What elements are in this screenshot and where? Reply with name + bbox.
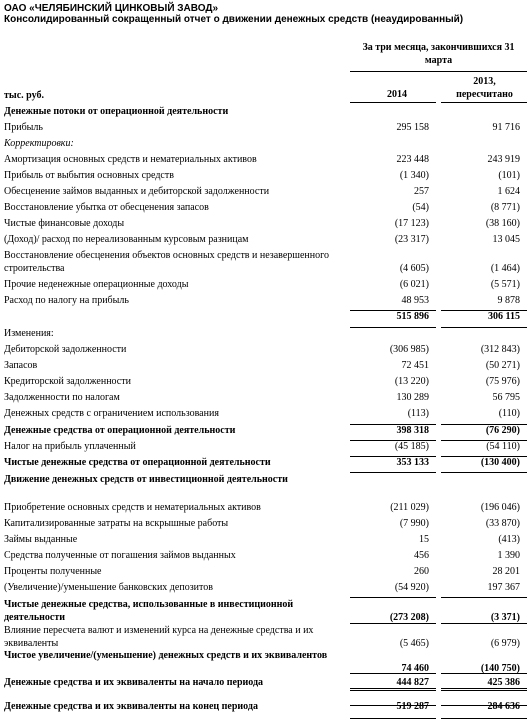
row-label: Расход по налогу на прибыль (4, 295, 129, 306)
row-label: Амортизация основных средств и нематериальных активов (4, 154, 257, 165)
value-2014: (306 985) (389, 344, 429, 355)
rule-line (441, 690, 527, 691)
table-row (0, 359, 527, 371)
rule-line (350, 440, 436, 441)
rule-line (350, 623, 436, 624)
value-2013: (110) (498, 408, 520, 419)
table-row (0, 501, 527, 513)
table-row (0, 440, 527, 452)
rule-line (350, 456, 436, 457)
row-label: Денежные средства и их эквиваленты на конец периода (4, 701, 258, 712)
rule-line (350, 688, 436, 689)
row-label: Займы выданные (4, 534, 78, 545)
table-row (0, 375, 527, 387)
value-2013: (75 976) (485, 376, 520, 387)
rule-line (441, 472, 527, 473)
units-label: тыс. руб. (4, 90, 44, 101)
value-2014: (23 317) (394, 234, 429, 245)
table-row (0, 391, 527, 403)
value-2013: 9 878 (497, 295, 520, 306)
value-2014: (7 990) (399, 518, 429, 529)
table-row (0, 105, 527, 117)
value-2013: 197 367 (487, 582, 520, 593)
value-2014: 74 460 (401, 663, 429, 674)
column-2013-note: пересчитано (456, 89, 513, 100)
row-label: Влияние пересчета валют и изменений курса на денежные средства и их эквиваленты (4, 625, 314, 649)
rule-line (441, 597, 527, 598)
value-2013: (3 371) (490, 612, 520, 623)
row-label: Чистые финансовые доходы (4, 218, 125, 229)
value-2013: 91 716 (492, 122, 520, 133)
row-label: Денежные средства и их эквиваленты на начало периода (4, 677, 264, 688)
rule-line (441, 688, 527, 689)
value-2013: (1 464) (490, 263, 520, 274)
table-row (0, 153, 527, 165)
value-2014: (45 185) (394, 441, 429, 452)
value-2014: 48 953 (401, 295, 429, 306)
value-2013: 1 390 (497, 550, 520, 561)
value-2014: 260 (414, 566, 429, 577)
row-label: (Увеличение)/уменьшение банковских депозитов (4, 582, 213, 593)
rule-line (350, 597, 436, 598)
table-row (0, 169, 527, 181)
row-label: Налог на прибыль уплаченный (4, 441, 136, 452)
value-2014: 398 318 (396, 425, 429, 436)
value-2013: (38 160) (485, 218, 520, 229)
value-2013: (6 979) (490, 638, 520, 649)
value-2014: (113) (407, 408, 429, 419)
value-2014: (54 920) (394, 582, 429, 593)
table-row (0, 700, 527, 712)
row-label: Кредиторской задолженности (4, 376, 131, 387)
row-label: Средства полученные от погашения займов выданных (4, 550, 236, 561)
row-label: Восстановление убытка от обесценения запасов (4, 202, 209, 213)
rule-line (441, 424, 527, 425)
col2-underline (441, 102, 527, 103)
value-2014: (4 605) (399, 263, 429, 274)
value-2013: (50 271) (485, 360, 520, 371)
column-2013: 2013, (473, 76, 496, 87)
value-2014: 444 827 (396, 677, 429, 688)
table-row (0, 581, 527, 593)
value-2014: (13 220) (394, 376, 429, 387)
rule-line (441, 623, 527, 624)
table-row (0, 249, 527, 275)
row-label: Проценты полученные (4, 566, 102, 577)
table-row (0, 233, 527, 245)
row-label: Чистые денежные средства, использованные в инвестиционной деятельности (4, 599, 294, 623)
rule-line (441, 440, 527, 441)
row-label: Прочие неденежные операционные доходы (4, 279, 189, 290)
table-row (0, 424, 527, 436)
row-label: Денежных средств с ограничением использования (4, 408, 219, 419)
value-2014: 295 158 (396, 122, 429, 133)
table-row (0, 201, 527, 213)
table-row (0, 407, 527, 419)
value-2014: (17 123) (394, 218, 429, 229)
value-2014: (273 208) (389, 612, 429, 623)
table-row (0, 624, 527, 650)
value-2013: 56 795 (492, 392, 520, 403)
period-underline (350, 71, 527, 72)
table-row (0, 533, 527, 545)
table-row (0, 294, 527, 306)
value-2014: 515 896 (396, 311, 429, 322)
value-2014: 130 289 (396, 392, 429, 403)
rule-line (350, 327, 436, 328)
row-label: Изменения: (4, 328, 54, 339)
value-2014: 257 (414, 186, 429, 197)
rule-line (441, 673, 527, 674)
table-row (0, 185, 527, 197)
value-2014: 15 (419, 534, 429, 545)
row-label: Дебиторской задолженности (4, 344, 127, 355)
rule-line (441, 310, 527, 311)
value-2014: (1 340) (399, 170, 429, 181)
rule-line (350, 690, 436, 691)
value-2013: (130 400) (480, 457, 520, 468)
value-2013: (5 571) (490, 279, 520, 290)
value-2013: 243 919 (487, 154, 520, 165)
rule-line (350, 718, 436, 719)
value-2013: 13 045 (492, 234, 520, 245)
value-2013: (312 843) (480, 344, 520, 355)
period-header: За три месяца, закончившихся 31 марта (362, 42, 515, 66)
table-row (0, 517, 527, 529)
row-label: Корректировки: (4, 138, 74, 149)
value-2014: 353 133 (396, 457, 429, 468)
value-2013: (196 046) (480, 502, 520, 513)
rule-line (350, 472, 436, 473)
rule-line (441, 705, 527, 706)
row-label: Чистое увеличение/(уменьшение) денежных средств и их эквивалентов (4, 650, 328, 661)
row-label: Чистые денежные средства от операционной деятельности (4, 457, 271, 468)
row-label: Запасов (4, 360, 38, 371)
rule-line (350, 705, 436, 706)
rule-line (350, 424, 436, 425)
col1-underline (350, 102, 436, 103)
value-2013: (33 870) (485, 518, 520, 529)
value-2013: (140 750) (480, 663, 520, 674)
table-row (0, 327, 527, 339)
row-label: Обесценение займов выданных и дебиторской задолженности (4, 186, 270, 197)
value-2013: 306 115 (488, 311, 520, 322)
value-2013: 425 386 (487, 677, 520, 688)
row-label: Капитализированные затраты на вскрышные работы (4, 518, 229, 529)
table-row (0, 137, 527, 149)
table-row (0, 217, 527, 229)
row-label: Денежные средства от операционной деятельности (4, 425, 236, 436)
table-row (0, 549, 527, 561)
table-row (0, 473, 527, 499)
value-2013: (54 110) (486, 441, 520, 452)
rule-line (350, 673, 436, 674)
rule-line (441, 456, 527, 457)
value-2013: (8 771) (490, 202, 520, 213)
row-label: Прибыль от выбытия основных средств (4, 170, 174, 181)
row-label: Денежные потоки от операционной деятельности (4, 106, 229, 117)
row-label: (Доход)/ расход по нереализованным курсовым разницам (4, 234, 249, 245)
rule-line (441, 327, 527, 328)
value-2013: (413) (498, 534, 520, 545)
table-row (0, 121, 527, 133)
row-label: Движение денежных средств от инвестиционной деятельности (4, 474, 288, 485)
value-2014: 223 448 (396, 154, 429, 165)
row-label: Задолженности по налогам (4, 392, 120, 403)
table-row (0, 278, 527, 290)
value-2013: 284 636 (487, 701, 520, 712)
value-2014: (5 465) (399, 638, 429, 649)
rule-line (441, 718, 527, 719)
row-label: Приобретение основных средств и нематериальных активов (4, 502, 261, 513)
table-row (0, 343, 527, 355)
value-2014: 72 451 (401, 360, 429, 371)
rule-line (350, 310, 436, 311)
table-row (0, 456, 527, 468)
table-row (0, 598, 527, 624)
row-label: Восстановление обесценения объектов основных средств и незавершенного строительства (4, 250, 329, 274)
value-2014: 519 287 (396, 701, 429, 712)
value-2014: (54) (412, 202, 429, 213)
company-name: ОАО «ЧЕЛЯБИНСКИЙ ЦИНКОВЫЙ ЗАВОД» (4, 3, 219, 14)
value-2014: 456 (414, 550, 429, 561)
value-2013: (101) (498, 170, 520, 181)
table-row (0, 565, 527, 577)
table-row (0, 310, 527, 322)
column-2014: 2014 (387, 89, 407, 100)
value-2013: 28 201 (492, 566, 520, 577)
value-2013: 1 624 (497, 186, 520, 197)
table-row (0, 649, 527, 675)
value-2014: (6 021) (399, 279, 429, 290)
report-title: Консолидированный сокращенный отчет о движении денежных средств (неаудированный) (4, 14, 464, 25)
value-2014: (211 029) (390, 502, 429, 513)
row-label: Прибыль (4, 122, 43, 133)
value-2013: (76 290) (485, 425, 520, 436)
table-row (0, 676, 527, 688)
